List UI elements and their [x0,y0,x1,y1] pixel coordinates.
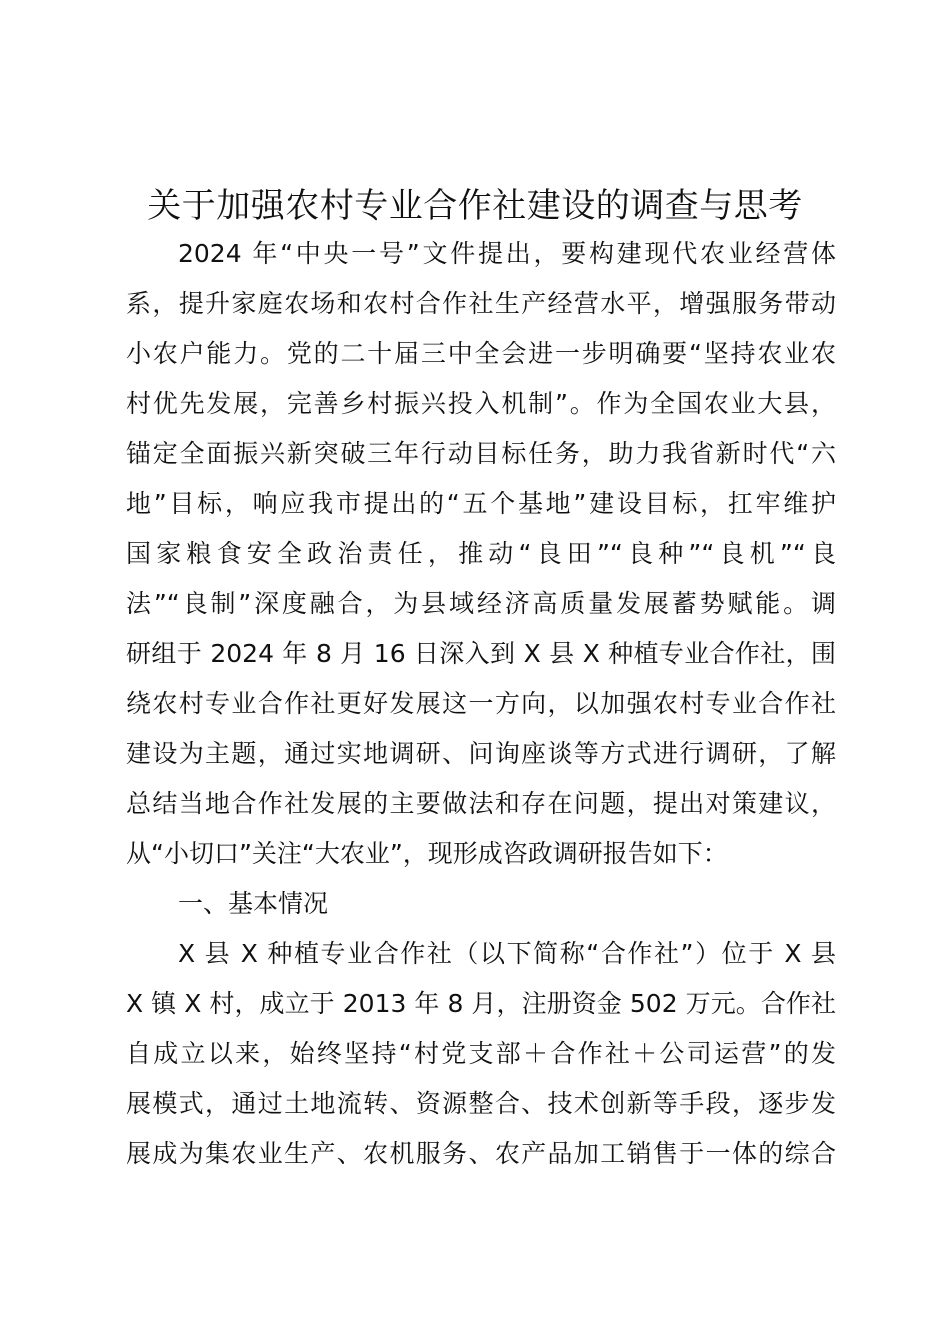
paragraph-line: 2024 年“中央一号”文件提出，要构建现代农业经营体 [178,239,836,268]
paragraph-line: 小农户能力。党的二十届三中全会进一步明确要“坚持农业农 [126,339,836,368]
paragraph-line: 法”“良制”深度融合，为县域经济高质量发展蓄势赋能。调 [126,589,836,618]
paragraph-line: 系，提升家庭农场和农村合作社生产经营水平，增强服务带动 [126,289,836,318]
paragraph-basic-info [126,929,836,1179]
paragraph-line: 自成立以来，始终坚持“村党支部＋合作社＋公司运营”的发 [126,1039,836,1068]
paragraph-intro [126,229,836,879]
paragraph-line: 总结当地合作社发展的主要做法和存在问题，提出对策建议， [126,789,836,818]
paragraph-line: 村优先发展，完善乡村振兴投入机制”。作为全国农业大县， [126,389,836,418]
paragraph-line: 从“小切口”关注“大农业”，现形成咨政调研报告如下： [126,839,728,868]
paragraph-line: X 县 X 种植专业合作社（以下简称“合作社”）位于 X 县 [178,939,836,968]
document-title: 关于加强农村专业合作社建设的调查与思考 [147,186,803,226]
paragraph-line: 建设为主题，通过实地调研、问询座谈等方式进行调研，了解 [126,739,836,768]
paragraph-line: 展模式，通过土地流转、资源整合、技术创新等手段，逐步发 [126,1089,836,1118]
paragraph-line: 地”目标，响应我市提出的“五个基地”建设目标，扛牢维护 [126,489,836,518]
document-body [126,229,836,1179]
paragraph-line: 绕农村专业合作社更好发展这一方向，以加强农村专业合作社 [126,689,836,718]
paragraph-line: 国家粮食安全政治责任，推动“良田”“良种”“良机”“良 [126,539,836,568]
paragraph-line: 展成为集农业生产、农机服务、农产品加工销售于一体的综合 [126,1139,836,1168]
section-heading-text: 一、基本情况 [178,889,329,918]
section-heading [126,879,836,929]
paragraph-line: X 镇 X 村，成立于 2013 年 8 月，注册资金 502 万元。合作社 [126,989,836,1018]
paragraph-line: 研组于 2024 年 8 月 16 日深入到 X 县 X 种植专业合作社，围 [126,639,836,668]
paragraph-line: 锚定全面振兴新突破三年行动目标任务，助力我省新时代“六 [126,439,836,468]
